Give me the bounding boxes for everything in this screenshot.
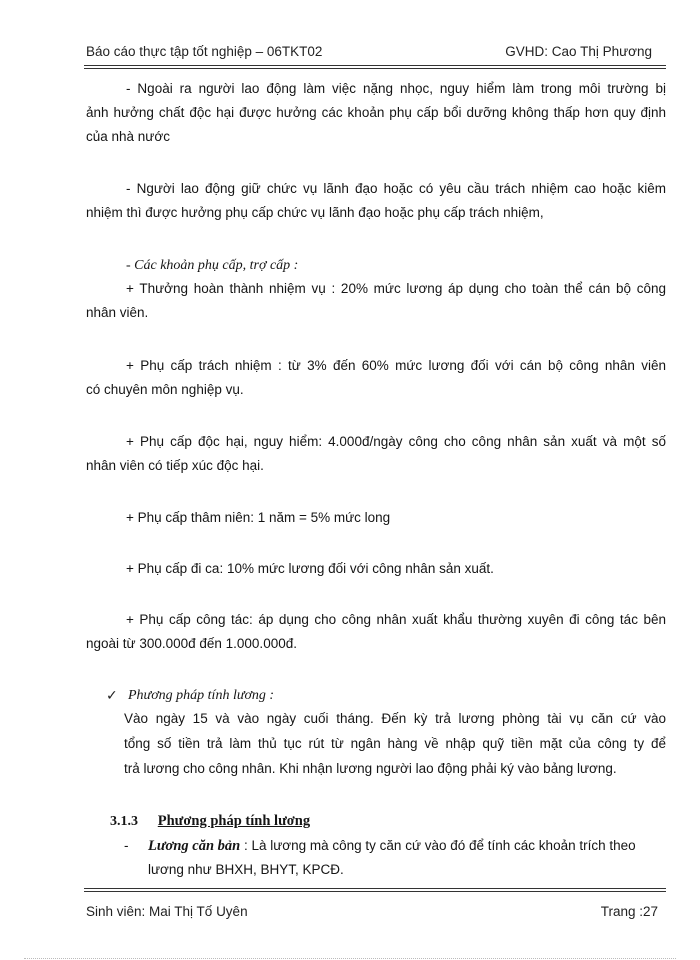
- method-line: Vào ngày 15 và vào ngày cuối tháng. Đến kỳ trả lương phòng tài vụ căn cứ vào: [124, 711, 666, 726]
- paragraph-line: nhiệm thì được hưởng phụ cấp chức vụ lãnh đạo hoặc phụ cấp trách nhiệm,: [86, 205, 544, 220]
- section-heading: [86, 809, 690, 833]
- checkmark-icon: ✓: [106, 687, 118, 703]
- method-heading: Phương pháp tính lương :: [128, 688, 275, 703]
- header-right-advisor: GVHD: Cao Thị Phương: [505, 44, 652, 59]
- method-line: trả lương cho công nhân. Khi nhận lương người lao động phải ký vào bảng lương.: [124, 761, 617, 776]
- allowance-line: + Phụ cấp thâm niên: 1 năm = 5% mức long: [126, 510, 391, 525]
- footer-rule-1: [84, 888, 666, 889]
- page-body: [86, 0, 666, 960]
- section-title: Phương pháp tính lương: [157, 813, 311, 829]
- footer-student: Sinh viên: Mai Thị Tố Uyên: [86, 904, 248, 919]
- allowance-line: + Thưởng hoàn thành nhiệm vụ : 20% mức lương áp dụng cho toàn thể cán bộ công: [126, 281, 666, 296]
- footer-rule-2: [84, 891, 666, 892]
- paragraph-line: của nhà nước: [86, 129, 170, 144]
- paragraph-line: - Người lao động giữ chức vụ lãnh đạo hoặc có yêu cầu trách nhiệm cao hoặc kiêm: [126, 181, 666, 196]
- footer-page-number: Trang :27: [600, 904, 658, 919]
- base-salary-line-2: lương như BHXH, BHYT, KPCĐ.: [148, 862, 344, 877]
- paragraph-line: ảnh hưởng chất độc hại được hưởng các khoản phụ cấp bổi dưỡng không thấp hơn quy định: [86, 105, 666, 120]
- allowance-line: + Phụ cấp công tác: áp dụng cho công nhân xuất khẩu thường xuyên đi công tác bên: [126, 612, 666, 627]
- allowances-heading: - Các khoản phụ cấp, trợ cấp :: [126, 258, 299, 273]
- paragraph-line: - Ngoài ra người lao động làm việc nặng nhọc, nguy hiểm làm trong môi trường bị: [126, 81, 666, 96]
- base-salary-line: [86, 834, 666, 858]
- method-heading-row: [86, 683, 686, 707]
- allowance-line: + Phụ cấp trách nhiệm : từ 3% đến 60% mức lương đối với cán bộ công nhân viên: [126, 358, 666, 373]
- method-line: tổng số tiền trả làm thủ tục rút từ ngân hàng về nhập quỹ tiền mặt của công ty để: [124, 736, 666, 751]
- header-left-title: Báo cáo thực tập tốt nghiệp – 06TKT02: [86, 44, 323, 59]
- allowance-line: + Phụ cấp đi ca: 10% mức lương đối với công nhân sản xuất.: [126, 561, 494, 576]
- allowance-line: + Phụ cấp độc hại, nguy hiểm: 4.000đ/ngày công cho công nhân sản xuất và một số: [126, 434, 666, 449]
- allowance-line: nhân viên.: [86, 305, 149, 320]
- allowance-line: ngoài từ 300.000đ đến 1.000.000đ.: [86, 636, 297, 651]
- base-salary-term: Lương căn bản: [148, 838, 241, 854]
- page-bottom-divider: [24, 958, 676, 959]
- allowance-line: nhân viên có tiếp xúc độc hại.: [86, 458, 264, 473]
- section-number: 3.1.3: [110, 814, 138, 829]
- list-dash: -: [124, 838, 129, 853]
- base-salary-definition: : Là lương mà công ty căn cứ vào đó để tính các khoản trích theo: [240, 838, 636, 853]
- allowance-line: có chuyên môn nghiệp vụ.: [86, 382, 244, 397]
